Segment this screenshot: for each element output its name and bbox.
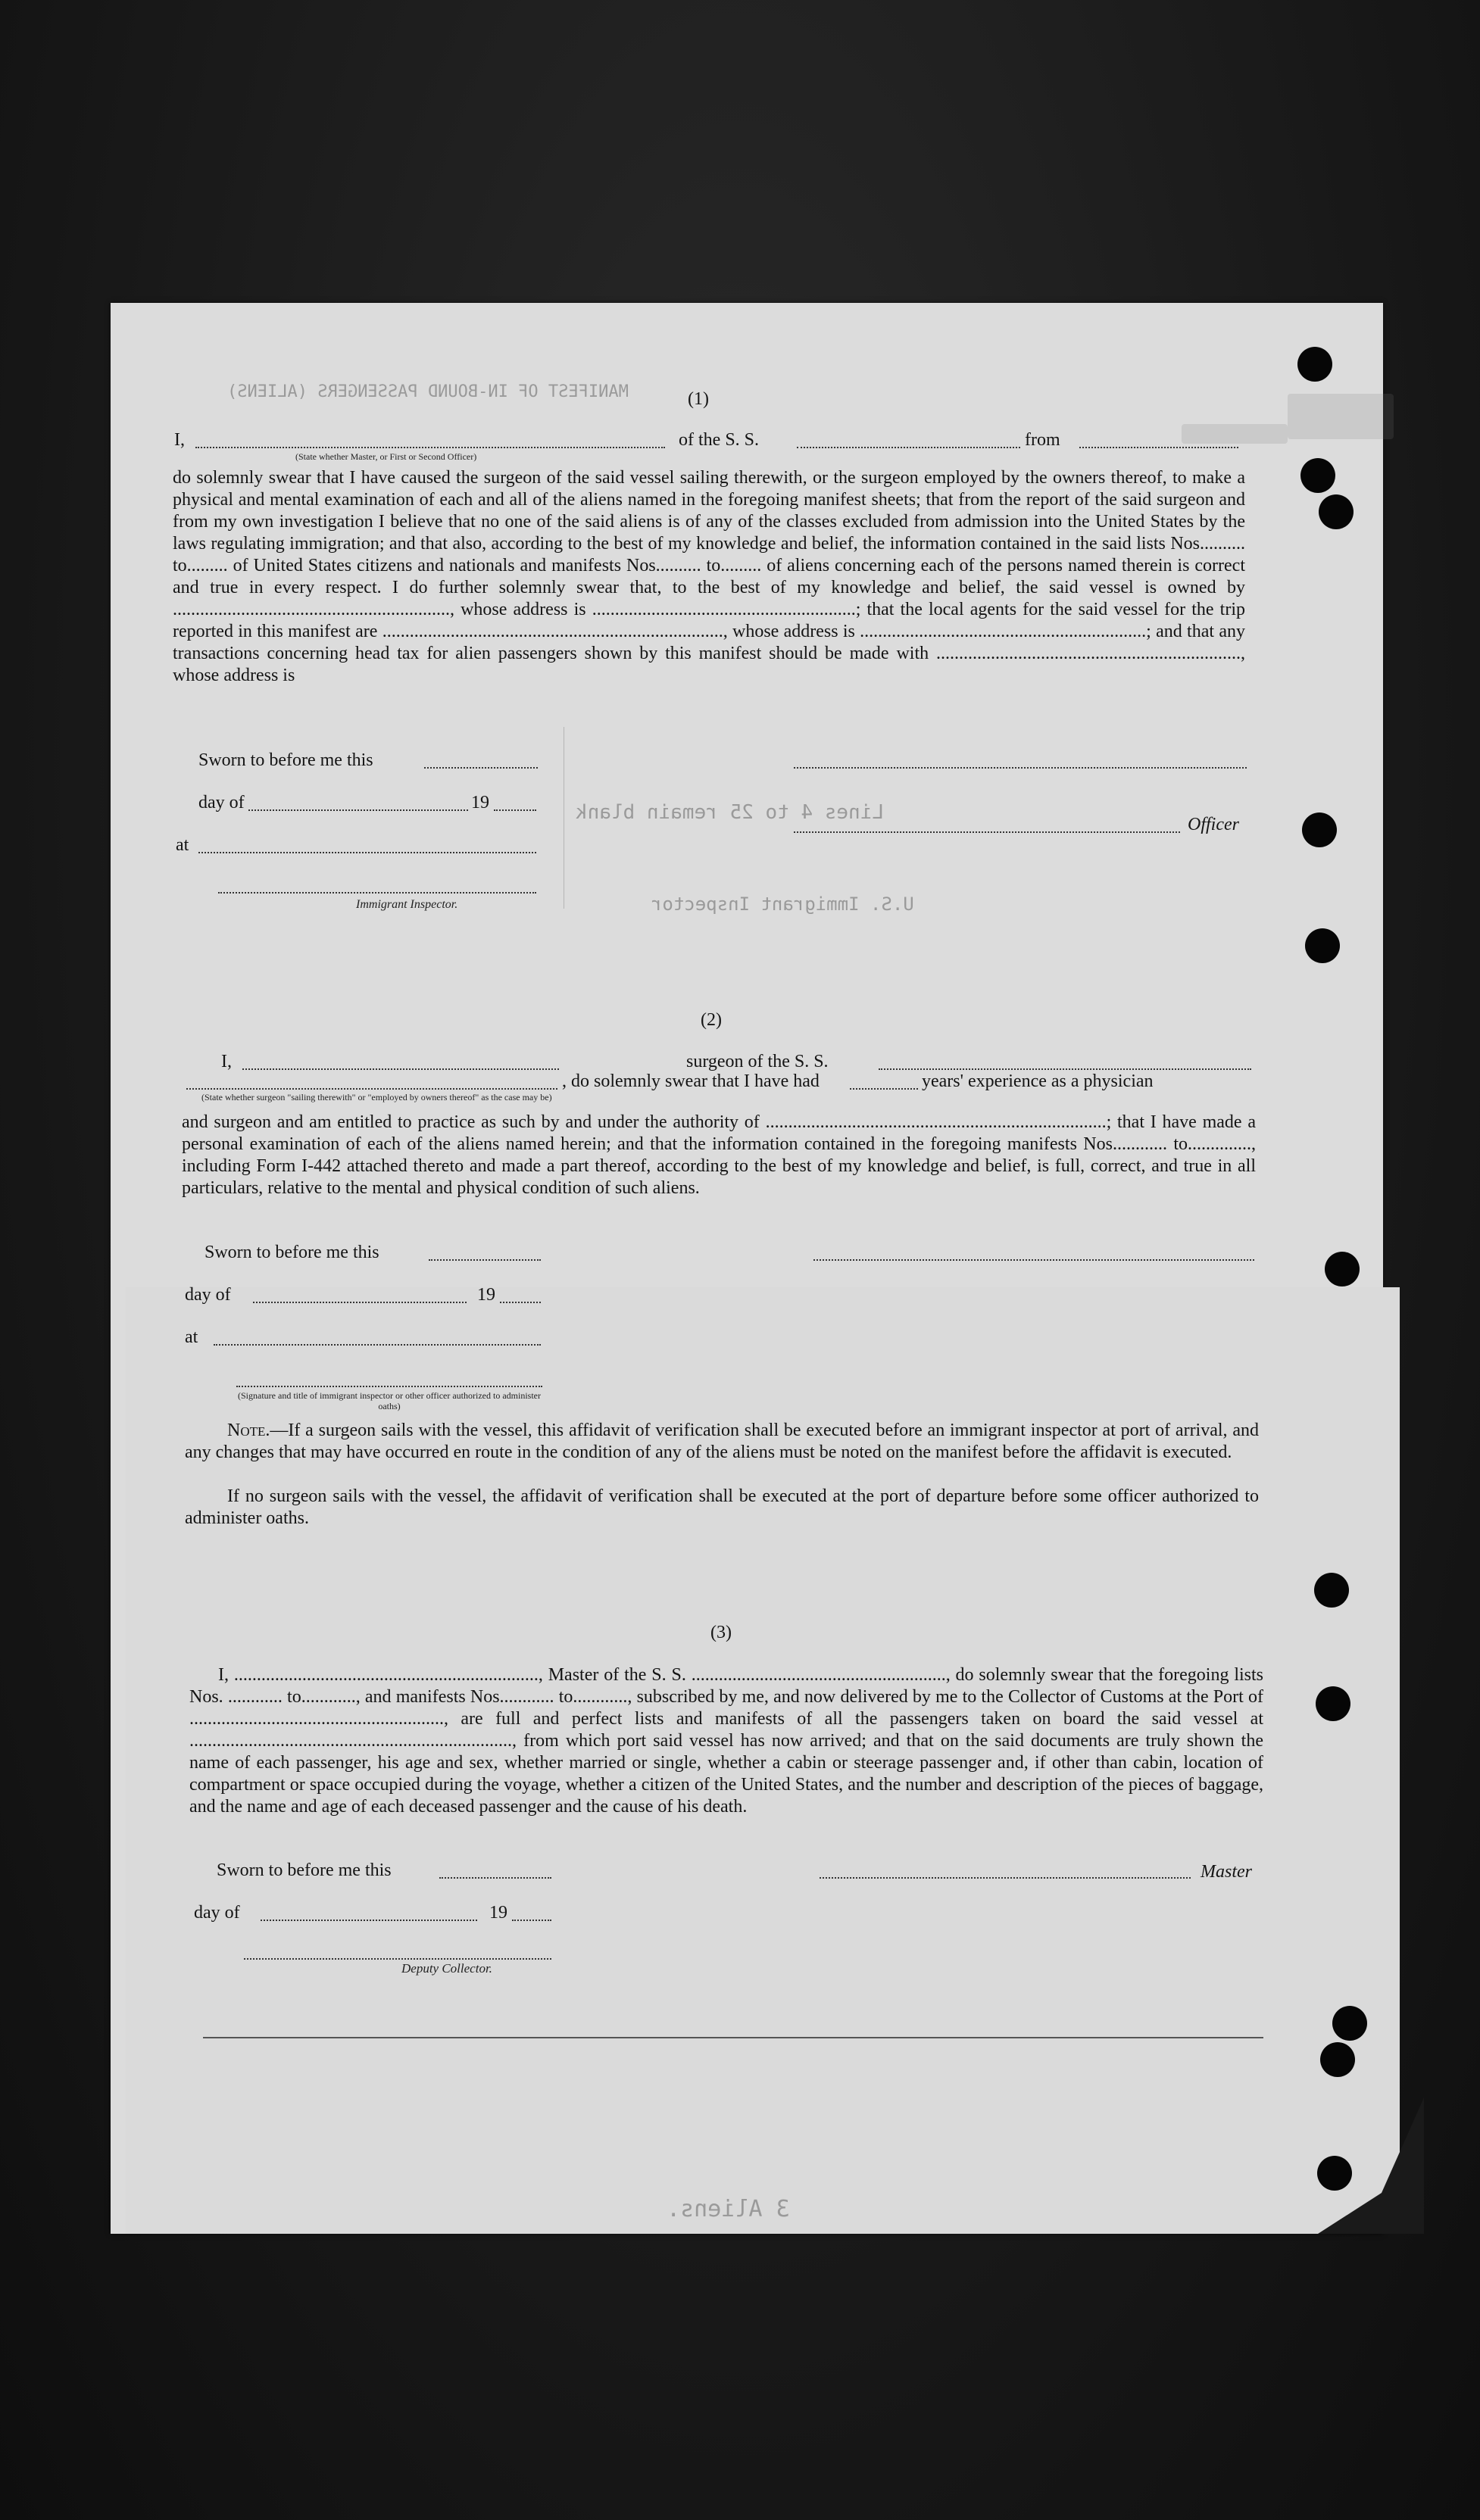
section-1-oath-start: I, xyxy=(174,430,185,450)
section-3-year: 19 xyxy=(489,1903,507,1923)
place-line xyxy=(198,852,536,853)
section-3-oath-body: I, ..................................................................., Master of the S. S. ........................................................, do solemnly swear that the foregoing lists Nos. ............ to............, and manifests Nos............ to............, subscribed by me, and now delivered by me to the Collector of Customs at the Port of ........................................................, are full and perfect lists and manifests of all the passengers taken on board the said vessel at ......................................................................., from which port said vessel has now arrived; and that on the said documents are truly shown the name of each passenger, his age and sex, whether married or single, whether a cabin or steerage passenger and, if other than cabin, location of compartment or space occupied during the voyage, whether a citizen of the United States, and the number and description of the pieces of baggage, and the name and age of each deceased passenger and the cause of his death. xyxy=(189,1665,1263,1817)
section-3-day-of: day of xyxy=(194,1903,240,1923)
bottom-rule xyxy=(203,2037,1263,2038)
surgeon-note-2: If no surgeon sails with the vessel, the affidavit of verification shall be executed at the port of departure before some officer authorized to administer oaths. xyxy=(185,1486,1259,1528)
section-3-number: (3) xyxy=(710,1623,732,1642)
section-2-oath-start: I, xyxy=(221,1052,232,1071)
bleedthrough-header: MANIFEST OF IN-BOUND PASSENGERS (ALIENS) xyxy=(227,382,629,401)
punch-hole xyxy=(1316,1686,1350,1721)
officer-signature-line xyxy=(794,767,1247,769)
note-label: Note. xyxy=(227,1421,270,1440)
sworn-date-line-3 xyxy=(439,1877,551,1879)
surgeon-type-note: (State whether surgeon "sailing therewith" or "employed by owners thereof" as the case may be) xyxy=(201,1092,552,1102)
master-signature-line xyxy=(820,1877,1191,1879)
section-1-at: at xyxy=(176,835,189,855)
section-1-day-of: day of xyxy=(198,793,245,812)
immigrant-inspector-label: Immigrant Inspector. xyxy=(356,898,458,911)
punch-hole xyxy=(1320,2042,1355,2077)
day-month-line xyxy=(248,809,468,811)
section-2-number: (2) xyxy=(701,1010,722,1030)
surgeon-signature-line xyxy=(813,1259,1254,1261)
authorized-officer-line xyxy=(236,1386,542,1387)
surgeon-type-line xyxy=(186,1088,557,1090)
deputy-collector-label: Deputy Collector. xyxy=(401,1961,492,1976)
section-1-sworn: Sworn to before me this xyxy=(198,750,373,770)
surgeon-note xyxy=(185,1420,1259,1464)
surgeon-name-line xyxy=(242,1068,559,1070)
section-2-sworn: Sworn to before me this xyxy=(205,1243,379,1262)
sworn-date-line xyxy=(424,767,538,769)
punch-hole xyxy=(1297,347,1332,382)
section-1-oath-body: do solemnly swear that I have caused the surgeon of the said vessel sailing therewith, or the surgeon employed by the owners thereof, to make a physical and mental examination of each and all of the aliens named in the foregoing manifest sheets; that from the report of the said surgeon and from my own investigation I believe that no one of the said aliens is of any of the classes excluded from admission into the United States by the laws regulating immigration; and that also, according to the best of my knowledge and belief, the information contained in the said lists Nos.......... to......... of United States citizens and nationals and manifests Nos.......... to......... of aliens concerning each of the persons named therein is correct and true in every respect. I do further solemnly swear that, to the best of my knowledge and belief, the said vessel is owned by ............................................................., whose address is ..........................................................; that the local agents for the said vessel for the trip reported in this manifest are ..........................................................................., whose address is ...............................................................; and that any transactions concerning head tax for alien passengers shown by this manifest should be made with ..................................................................., whose address is xyxy=(173,468,1245,685)
section-2-oath-body: and surgeon and am entitled to practice as such by and under the authority of ...........................................................................; that I have made a personal examination of each of the aliens named herein; and that the information contained in the foregoing manifests Nos............ to.............., including Form I-442 attached thereto and made a part thereof, according to the best of my knowledge and belief, is full, correct, and true in all particulars, relative to the mental and physical condition of such aliens. xyxy=(182,1112,1256,1198)
punch-hole xyxy=(1305,928,1340,963)
section-2-years: years' experience as a physician xyxy=(922,1071,1154,1091)
section-2-swear: , do solemnly swear that I have had xyxy=(562,1071,820,1091)
officer-title-line xyxy=(794,831,1180,833)
day-month-line-3 xyxy=(261,1920,477,1921)
authorized-officer-note: (Signature and title of immigrant inspector or other officer authorized to administer oaths) xyxy=(238,1390,541,1411)
bleedthrough-aliens: 3 Aliens. xyxy=(667,2196,790,2222)
section-1-of-ss: of the S. S. xyxy=(679,430,760,450)
surgeon-vessel-line xyxy=(879,1068,1251,1070)
port-from-line xyxy=(1079,447,1238,448)
punch-hole xyxy=(1314,1573,1349,1608)
place-line-2 xyxy=(214,1344,541,1346)
section-1-from: from xyxy=(1025,430,1060,450)
punch-hole xyxy=(1300,458,1335,493)
vessel-name-line xyxy=(797,447,1020,448)
deputy-collector-line xyxy=(244,1958,551,1960)
year-line-3 xyxy=(512,1920,551,1921)
section-2-at: at xyxy=(185,1327,198,1347)
section-2-year: 19 xyxy=(477,1285,495,1305)
master-label: Master xyxy=(1201,1862,1252,1882)
master-name-line xyxy=(195,447,665,448)
section-2-surgeon-of: surgeon of the S. S. xyxy=(686,1052,829,1071)
punch-hole xyxy=(1302,812,1337,847)
officer-rank-note: (State whether Master, or First or Second Officer) xyxy=(295,451,477,462)
years-line xyxy=(850,1088,918,1090)
section-2-day-of: day of xyxy=(185,1285,231,1305)
sworn-date-line-2 xyxy=(429,1259,541,1261)
bleedthrough-lines-note: Lines 4 to 25 remain blank xyxy=(576,801,884,824)
punch-hole xyxy=(1319,494,1354,529)
stamp-smear xyxy=(1182,424,1288,444)
day-month-line-2 xyxy=(253,1302,467,1303)
year-line xyxy=(494,809,536,811)
stamp-smear xyxy=(1288,394,1394,439)
section-3-sworn: Sworn to before me this xyxy=(217,1860,392,1880)
inspector-signature-line xyxy=(218,892,536,894)
note-text-1: —If a surgeon sails with the vessel, this affidavit of verification shall be executed before an immigrant inspector at port of arrival, and any changes that may have occurred en route in the condition of any of the aliens must be noted on the manifest before the affidavit is executed. xyxy=(185,1421,1259,1462)
officer-label: Officer xyxy=(1188,815,1239,834)
punch-hole xyxy=(1325,1252,1360,1287)
section-1-number: (1) xyxy=(688,389,709,409)
punch-hole xyxy=(1317,2156,1352,2191)
bleedthrough-inspector: U.S. Immigrant Inspector xyxy=(651,894,914,915)
year-line-2 xyxy=(500,1302,541,1303)
section-1-year: 19 xyxy=(471,793,489,812)
punch-hole xyxy=(1332,2006,1367,2041)
